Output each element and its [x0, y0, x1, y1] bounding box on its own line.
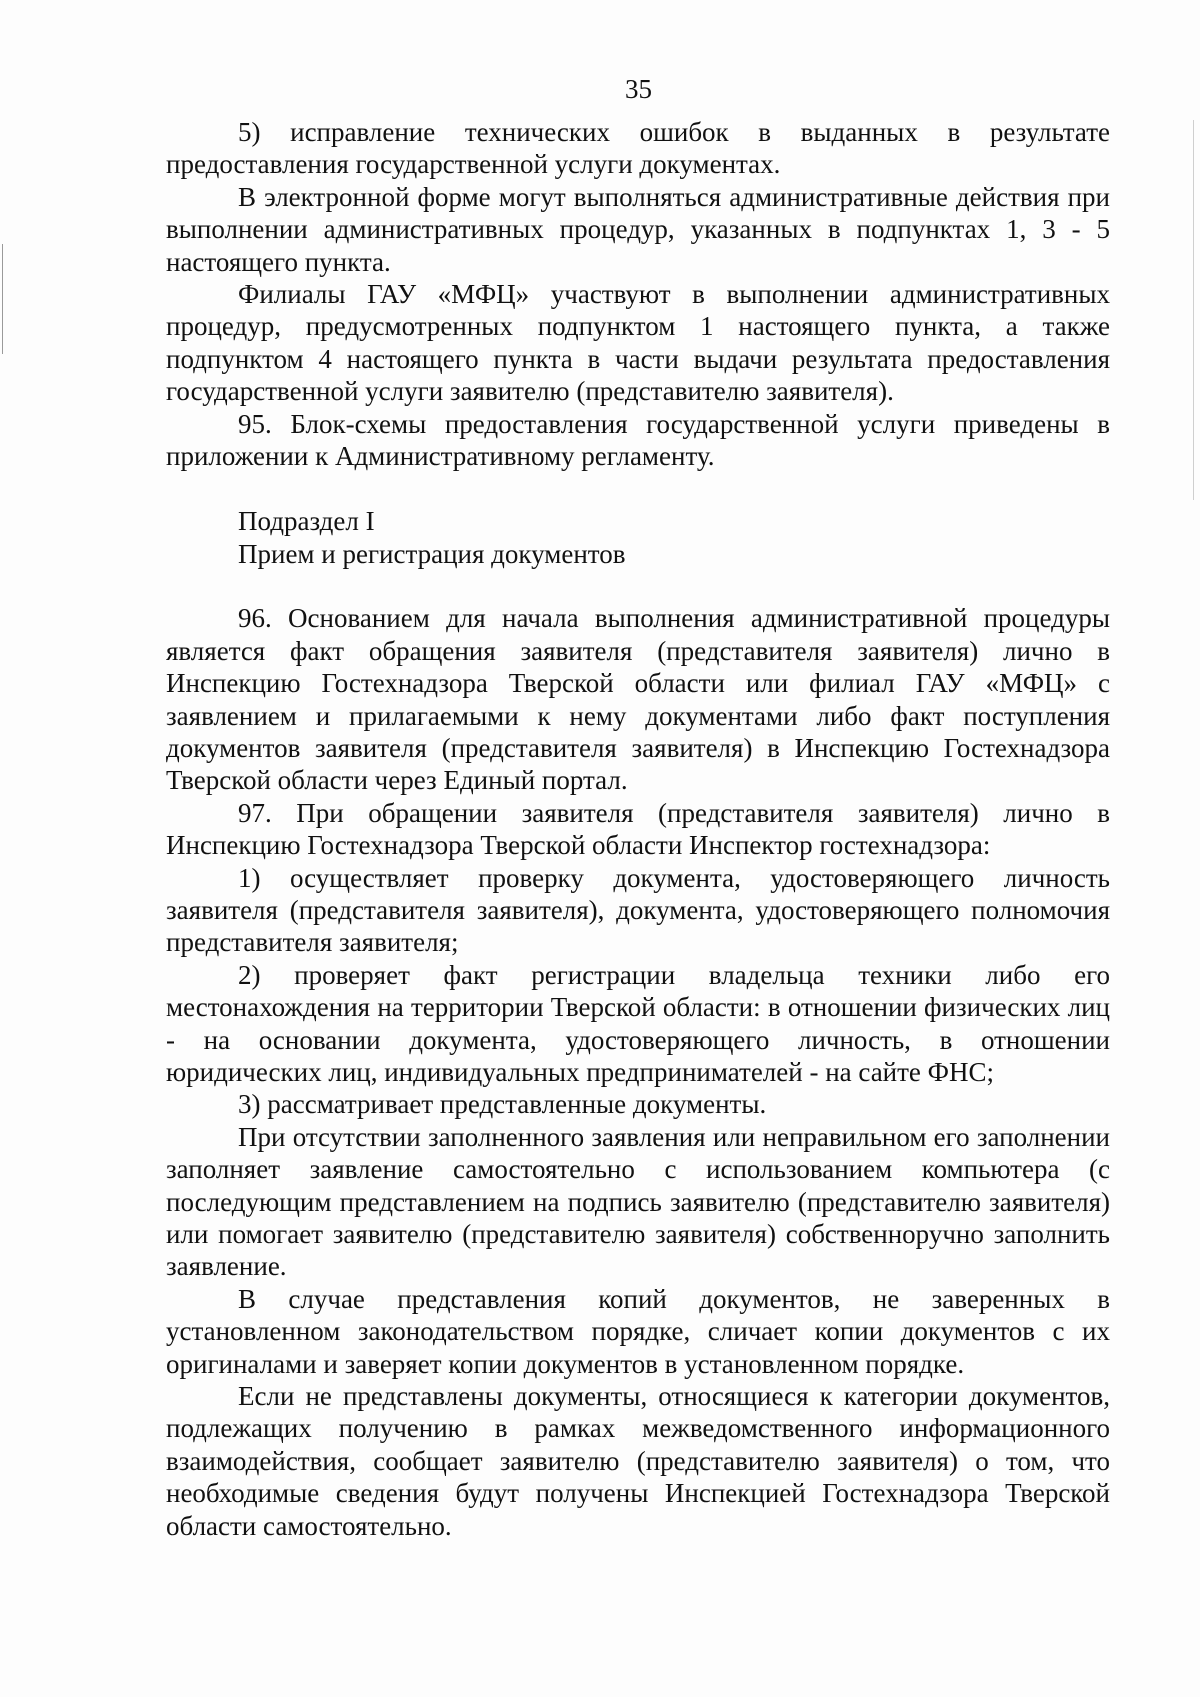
scan-edge-mark [2, 244, 3, 354]
paragraph-interagency: Если не представлены документы, относящиеся к категории документов, подлежащих получению в рамках межведомственного информационного взаимодействия, сообщает заявителю (представителю заявителя) о том, что необходимые сведения будут получены Инспекцией Гостехнадзора Тверской области самостоятельно. [166, 1381, 1110, 1541]
document-body [166, 116, 1110, 1542]
section-heading [166, 505, 1110, 570]
section-title: Подраздел I [238, 506, 375, 537]
paragraph-97: 97. При обращении заявителя (представителя заявителя) лично в Инспекцию Гостехнадзора Тверской области Инспектор гостехнадзора: [166, 797, 1110, 861]
paragraph-copies: В случае представления копий документов, не заверенных в установленном законодательством порядке, сличает копии документов с их оригиналами и заверяет копии документов в установленном порядке. [166, 1283, 1110, 1379]
section-subtitle: Прием и регистрация документов [238, 538, 626, 569]
paragraph-97-item-2: 2) проверяет факт регистрации владельца техники либо его местонахождения на территории Тверской области: в отношении физических лиц - на основании документа, удостоверяющего личность, в отношении юридических лиц, индивидуальных предпринимателей - на сайте ФНС; [166, 959, 1110, 1087]
scan-edge-mark-right [1193, 120, 1194, 500]
paragraph-97-item-1: 1) осуществляет проверку документа, удостоверяющего личность заявителя (представителя заявителя), документа, удостоверяющего полномочия представителя заявителя; [166, 862, 1110, 958]
paragraph-96: 96. Основанием для начала выполнения административной процедуры является факт обращения заявителя (представителя заявителя) лично в Инспекцию Гостехнадзора Тверской области или филиал ГАУ «МФЦ» с заявлением и прилагаемыми к нему документами либо факт поступления документов заявителя (представителя заявителя) в Инспекцию Гостехнадзора Тверской области через Единый портал. [166, 603, 1110, 796]
paragraph-electronic-form: В электронной форме могут выполняться административные действия при выполнении административных процедур, указанных в подпунктах 1, 3 - 5 настоящего пункта. [166, 181, 1110, 277]
page-number: 35 [625, 74, 652, 104]
paragraph-missing-application: При отсутствии заполненного заявления или неправильном его заполнении заполняет заявление самостоятельно с использованием компьютера (с последующим представлением на подпись заявителю (представителю заявителя) или помогает заявителю (представителю заявителя) собственноручно заполнить заявление. [166, 1121, 1110, 1282]
paragraph-97-item-3: 3) рассматривает представленные документы. [238, 1089, 767, 1120]
paragraph-item-5: 5) исправление технических ошибок в выданных в результате предоставления государственной услуги документах. [166, 117, 1110, 180]
paragraph-mfc-branches: Филиалы ГАУ «МФЦ» участвуют в выполнении административных процедур, предусмотренных подпунктом 1 настоящего пункта, а также подпунктом 4 настоящего пункта в части выдачи результата предоставления государственной услуги заявителю (представителю заявителя). [166, 279, 1110, 407]
paragraph-95: 95. Блок-схемы предоставления государственной услуги приведены в приложении к Административному регламенту. [166, 408, 1110, 472]
